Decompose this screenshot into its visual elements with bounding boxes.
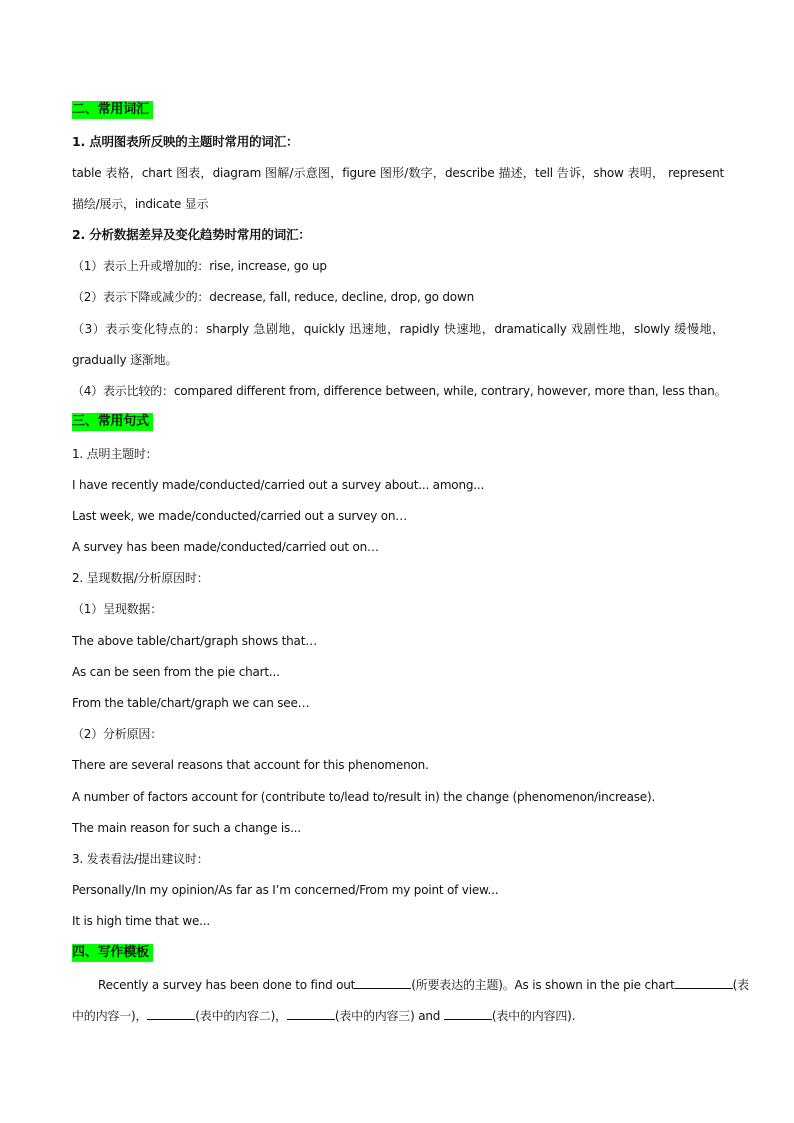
section3-s2-b: As can be seen from the pie chart... xyxy=(72,665,280,679)
section2-item2-title: 2. 分析数据差异及变化趋势时常用的词汇： xyxy=(72,227,311,242)
template-text-7: (表中的内容四). xyxy=(491,1009,576,1023)
section2-item1-title: 1. 点明图表所反映的主题时常用的词汇： xyxy=(72,134,299,149)
section3-s2-a: The above table/chart/graph shows that… xyxy=(72,634,318,648)
template-text-2: (所要表达的主题)。As is shown in the pie chart xyxy=(411,978,675,992)
template-blank-1 xyxy=(355,976,411,989)
template-text-4: 中的内容一)， xyxy=(72,1009,148,1023)
section3-s2-c: From the table/chart/graph we can see… xyxy=(72,696,310,710)
section2-point3-line2: gradually 逐渐地。 xyxy=(72,353,178,367)
section3-s3-b: It is high time that we... xyxy=(72,914,210,928)
section2-heading: 二、常用词汇 xyxy=(72,101,153,119)
section3-s1-b: Last week, we made/conducted/carried out a survey on… xyxy=(72,509,408,523)
section3-s3-a: Personally/In my opinion/As far as I’m concerned/From my point of view... xyxy=(72,883,499,897)
section2-point4: （4）表示比较的：compared different from, difference between, while, contrary, however, more than, less than。 xyxy=(72,384,727,398)
section3-heading: 三、常用句式 xyxy=(72,413,153,431)
section3-s1-c: A survey has been made/conducted/carried out on… xyxy=(72,540,379,554)
template-line2 xyxy=(72,1007,724,1024)
template-line1 xyxy=(98,976,749,993)
template-text-3: (表 xyxy=(732,978,749,992)
template-text-5: (表中的内容二)， xyxy=(195,1009,287,1023)
section3-s3-title: 3. 发表看法/提出建议时： xyxy=(72,852,209,866)
section4-heading-row xyxy=(72,944,724,962)
section2-point1: （1）表示上升或增加的：rise, increase, go up xyxy=(72,259,327,273)
section3-heading-row xyxy=(72,413,724,431)
section2-item1-line1: table 表格，chart 图表，diagram 图解/示意图，figure 图形/数字，describe 描述，tell 告诉，show 表明， represent xyxy=(72,166,724,180)
section3-s1-title: 1. 点明主题时： xyxy=(72,447,158,461)
section2-point2: （2）表示下降或减少的：decrease, fall, reduce, decline, drop, go down xyxy=(72,290,474,304)
template-text-1: Recently a survey has been done to find out xyxy=(98,978,356,992)
template-blank-3 xyxy=(147,1007,195,1020)
section3-s2-title: 2. 呈现数据/分析原因时： xyxy=(72,571,209,585)
template-blank-2 xyxy=(675,976,733,989)
template-text-6: (表中的内容三) and xyxy=(334,1009,441,1023)
section3-s2-sub1: （1）呈现数据： xyxy=(72,602,163,616)
section3-s2-f: The main reason for such a change is... xyxy=(72,821,301,835)
template-blank-4 xyxy=(287,1007,335,1020)
section3-s2-e: A number of factors account for (contribute to/lead to/result in) the change (phenomenon/increase). xyxy=(72,790,656,804)
section2-heading-row xyxy=(72,101,724,119)
section3-s2-d: There are several reasons that account for this phenomenon. xyxy=(72,758,429,772)
section3-s1-a: I have recently made/conducted/carried out a survey about... among... xyxy=(72,478,485,492)
section2-point3-line1: （3）表示变化特点的：sharply 急剧地，quickly 迅速地，rapidly 快速地，dramatically 戏剧性地，slowly 缓慢地， xyxy=(72,322,724,336)
section2-item1-line2: 描绘/展示，indicate 显示 xyxy=(72,197,209,211)
template-blank-5 xyxy=(444,1007,492,1020)
section4-heading: 四、写作模板 xyxy=(72,944,153,962)
section3-s2-sub2: （2）分析原因： xyxy=(72,727,163,741)
